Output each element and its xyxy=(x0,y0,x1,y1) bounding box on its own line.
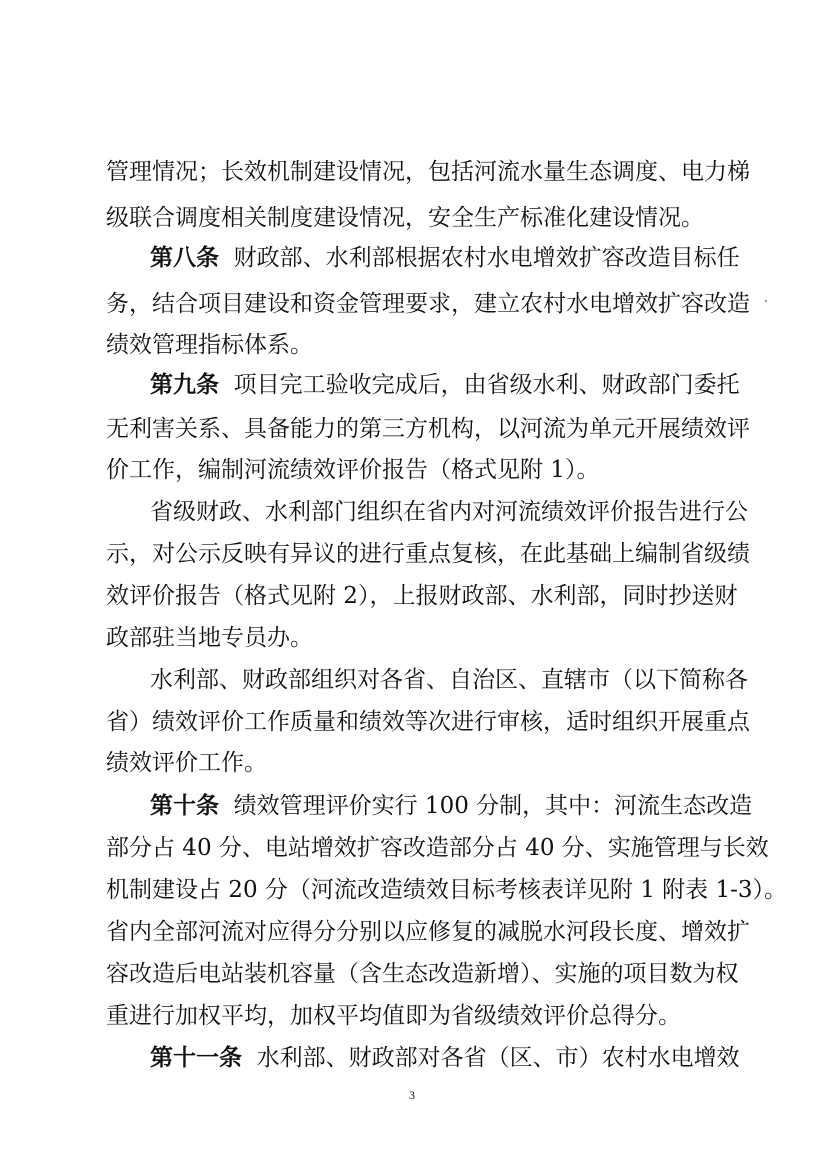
text-run: 绩效管理评价实行 100 分制，其中：河流生态改造 xyxy=(233,793,753,819)
text-line: 部分占 40 分、电站增效扩容改造部分占 40 分、实施管理与长效 xyxy=(106,835,769,861)
text-line: 机制建设占 20 分（河流改造绩效目标考核表详见附 1 附表 1-3）。 xyxy=(106,877,787,903)
article-heading: 第十条 xyxy=(150,793,219,819)
text-line: 绩效评价工作。 xyxy=(106,750,267,776)
text-run: 水利部、财政部对各省（区、市）农村水电增效 xyxy=(256,1045,740,1071)
text-run: 项目完工验收完成后，由省级水利、财政部门委托 xyxy=(233,372,740,398)
page-number: 3 xyxy=(409,1088,415,1102)
article-first-line xyxy=(150,243,740,273)
text-line: 省级财政、水利部门组织在省内对河流绩效评价报告进行公 xyxy=(150,499,748,525)
text-line: 容改造后电站装机容量（含生态改造新增）、实施的项目数为权 xyxy=(106,961,739,987)
text-line: 省）绩效评价工作质量和绩效等次进行审核，适时组织开展重点 xyxy=(106,709,750,735)
article-heading: 第九条 xyxy=(150,372,219,398)
text-line: 政部驻当地专员办。 xyxy=(106,625,313,651)
text-line: 示，对公示反映有异议的进行重点复核，在此基础上编制省级绩 xyxy=(106,541,750,567)
text-line: 绩效管理指标体系。 xyxy=(106,332,313,358)
text-line: 无利害关系、具备能力的第三方机构，以河流为单元开展绩效评 xyxy=(106,416,750,442)
article-heading: 第十一条 xyxy=(150,1045,242,1071)
article-first-line xyxy=(150,370,740,400)
text-line: 省内全部河流对应得分分别以应修复的减脱水河段长度、增效扩 xyxy=(106,919,750,945)
article-first-line xyxy=(150,791,753,821)
text-run: 财政部、水利部根据农村水电增效扩容改造目标任 xyxy=(233,245,740,271)
scan-speck xyxy=(765,300,767,302)
text-line: 价工作，编制河流绩效评价报告（格式见附 1）。 xyxy=(106,457,600,483)
text-line: 效评价报告（格式见附 2），上报财政部、水利部，同时抄送财 xyxy=(106,583,738,609)
article-heading: 第八条 xyxy=(150,245,219,271)
text-line: 务，结合项目建设和资金管理要求，建立农村水电增效扩容改造 xyxy=(106,291,750,317)
article-first-line xyxy=(150,1043,740,1073)
text-line: 水利部、财政部组织对各省、自治区、直辖市（以下简称各 xyxy=(150,667,748,693)
text-line: 级联合调度相关制度建设情况，安全生产标准化建设情况。 xyxy=(106,205,704,231)
text-line: 重进行加权平均，加权平均值即为省级绩效评价总得分。 xyxy=(106,1003,681,1029)
text-line: 管理情况；长效机制建设情况，包括河流水量生态调度、电力梯 xyxy=(106,159,750,185)
